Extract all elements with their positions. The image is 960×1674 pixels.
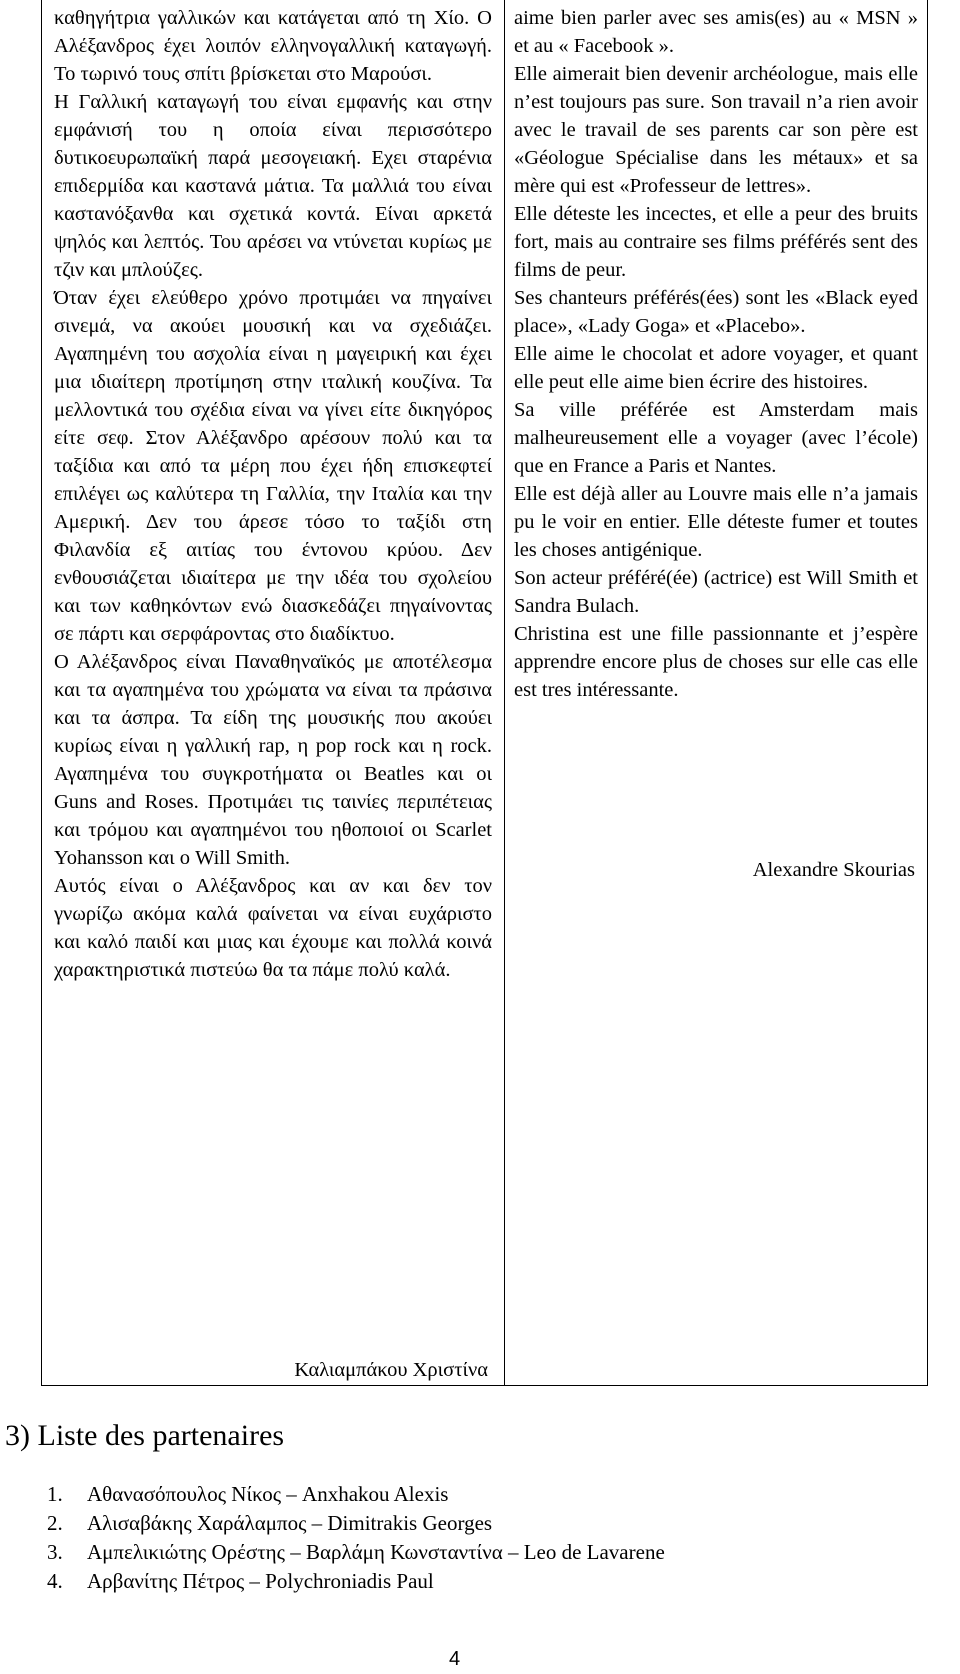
- partner-names: Αρβανίτης Πέτρος – Polychroniadis Paul: [87, 1569, 434, 1593]
- partner-list-item: [47, 1538, 665, 1567]
- right-paragraph: aime bien parler avec ses amis(es) au « MSN » et au « Facebook ».: [514, 7, 918, 57]
- partner-names: Αμπελικιώτης Ορέστης – Βαρλάμη Κωνσταντίνα – Leo de Lavarene: [87, 1540, 665, 1564]
- right-paragraph: Son acteur préféré(ée) (actrice) est Will Smith et Sandra Bulach.: [514, 567, 918, 617]
- right-paragraph: Elle aime le chocolat et adore voyager, et quant elle peut elle aime bien écrire des histoires.: [514, 343, 918, 393]
- partner-list-item: [47, 1567, 665, 1596]
- left-signature: Καλιαμπάκου Χριστίνα: [294, 1359, 488, 1381]
- left-paragraph: καθηγήτρια γαλλικών και κατάγεται από τη Χίο. Ο Αλέξανδρος έχει λοιπόν ελληνογαλλική καταγωγή. Το τωρινό τους σπίτι βρίσκεται στο Μαρούσι.: [54, 7, 492, 85]
- list-number: 4.: [47, 1569, 63, 1593]
- left-paragraph: Αυτός είναι ο Αλέξανδρος και αν και δεν τον γνωρίζω ακόμα καλά φαίνεται να είναι ευχάριστο και καλό παιδί και μιας και έχουμε και πολλά κοινά χαρακτηριστικά πιστεύω θα τα πάμε πολύ καλά.: [54, 875, 492, 981]
- right-paragraph: Elle aimerait bien devenir archéologue, mais elle n’est toujours pas sure. Son travail n’a rien avoir avec le travail de ses parents car son père est «Géologue Spécialise dans les métaux» et sa mère qui est «Professeur de lettres».: [514, 63, 918, 197]
- right-paragraph: Sa ville préférée est Amsterdam mais malheureusement elle a voyager (avec l’école) que en France a Paris et Nantes.: [514, 399, 918, 477]
- partner-names: Αλισαβάκης Χαράλαμπος – Dimitrakis Georges: [87, 1511, 493, 1535]
- partner-names: Αθανασόπουλος Νίκος – Anxhakou Alexis: [87, 1482, 449, 1506]
- right-paragraph: Elle est déjà aller au Louvre mais elle n’a jamais pu le voir en entier. Elle déteste fumer et toutes les choses antigénique.: [514, 483, 918, 561]
- list-number: 3.: [47, 1540, 63, 1564]
- list-number: 2.: [47, 1511, 63, 1535]
- left-paragraph: Ο Αλέξανδρος είναι Παναθηναϊκός με αποτέλεσμα και τα αγαπημένα του χρώματα να είναι τα πράσινα και τα άσπρα. Τα είδη της μουσικής που ακούει κυρίως είναι η γαλλική rap, η pop rock και η rock. Αγαπημένα του συγκροτήματα οι Beatles και οι Guns and Roses. Προτιμάει τις ταινίες περιπέτειας και τρόμου και αγαπημένοι του ηθοποιοί οι Scarlet Yohansson και ο Will Smith.: [54, 651, 492, 869]
- right-paragraph: Christina est une fille passionnante et j’espère apprendre encore plus de choses sur elle cas elle est tres intéressante.: [514, 623, 918, 701]
- list-number: 1.: [47, 1482, 63, 1506]
- page-number: 4: [449, 1648, 461, 1670]
- left-paragraph: Η Γαλλική καταγωγή του είναι εμφανής και στην εμφάνισή του η οποία είναι περισσότερο δυτικοευρωπαϊκή παρά μεσογειακή. Εχει σταρένια επιδερμίδα και καστανά μάτια. Τα μαλλιά του είναι καστανόξανθα και σχετικά κοντά. Είναι αρκετά ψηλός και λεπτός. Του αρέσει να ντύνεται κυρίως με τζιν και μπλούζες.: [54, 91, 492, 281]
- right-signature: Alexandre Skourias: [752, 859, 915, 881]
- section-heading: 3) Liste des partenaires: [5, 1419, 285, 1452]
- right-paragraph: Elle déteste les incectes, et elle a peur des bruits fort, mais au contraire ses films préférés sent des films de peur.: [514, 203, 918, 281]
- column-divider: [504, 0, 505, 1385]
- two-column-table: [41, 0, 928, 1386]
- right-paragraph: Ses chanteurs préférés(ées) sont les «Black eyed place», «Lady Goga» et «Placebo».: [514, 287, 918, 337]
- right-column-french-text: [514, 4, 918, 704]
- left-column-greek-text: [54, 4, 492, 984]
- partner-list-item: [47, 1509, 665, 1538]
- partner-list-item: [47, 1480, 665, 1509]
- left-paragraph: Όταν έχει ελεύθερο χρόνο προτιμάει να πηγαίνει σινεμά, να ακούει μουσική και να σχεδιάζει. Αγαπημένη του ασχολία είναι η μαγειρική και έχει μια ιδιαίτερη προτίμηση στην ιταλική κουζίνα. Τα μελλοντικά του σχέδια είναι να γίνει είτε δικηγόρος είτε σεφ. Στον Αλέξανδρο αρέσουν πολύ και τα ταξίδια και από τα μέρη που έχει ήδη επισκεφτεί επιλέγει ως καλύτερα τη Γαλλία, την Ιταλία και την Αμερική. Δεν του άρεσε τόσο το ταξίδι στη Φιλανδία εξ αιτίας του έντονου κρύου. Δεν ενθουσιάζεται ιδιαίτερα με την ιδέα του σχολείου και των καθηκόντων ενώ διασκεδάζει πηγαίνοντας σε πάρτι και σερφάροντας στο διαδίκτυο.: [54, 287, 492, 645]
- partners-list: [47, 1480, 665, 1596]
